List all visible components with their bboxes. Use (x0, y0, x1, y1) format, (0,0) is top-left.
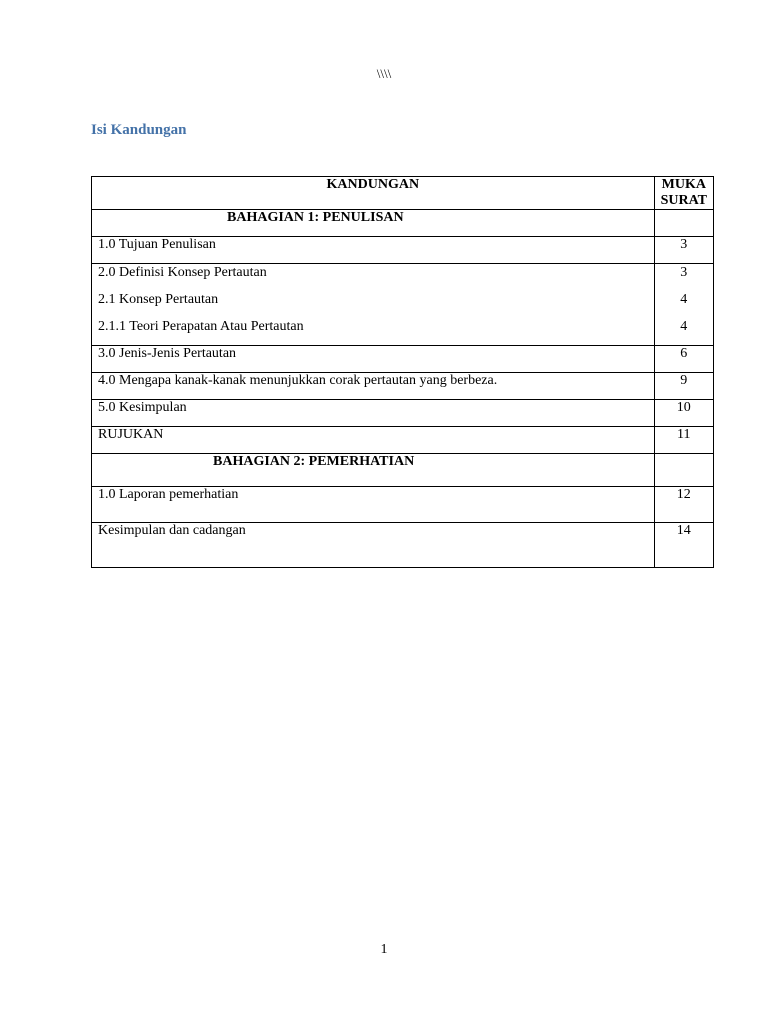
toc-table (91, 176, 714, 568)
toc-row (92, 346, 714, 373)
toc-page: 10 (654, 400, 713, 427)
toc-row (92, 523, 714, 568)
toc-page: 14 (654, 523, 713, 568)
toc-page: 3 (654, 237, 713, 264)
column-header-page: MUKA SURAT (654, 177, 713, 210)
toc-page: 11 (654, 427, 713, 454)
toc-entry: 2.1.1 Teori Perapatan Atau Pertautan (98, 319, 304, 334)
toc-row (92, 237, 714, 264)
toc-row (92, 264, 714, 346)
section-heading-row (92, 210, 714, 237)
toc-entry: 2.0 Definisi Konsep Pertautan (98, 265, 267, 280)
toc-entry: 5.0 Kesimpulan (92, 400, 655, 427)
section-heading: BAHAGIAN 2: PEMERHATIAN (92, 454, 655, 487)
toc-entry: 4.0 Mengapa kanak-kanak menunjukkan corak pertautan yang berbeza. (92, 373, 655, 400)
toc-entry: RUJUKAN (92, 427, 655, 454)
section-heading: BAHAGIAN 1: PENULISAN (92, 210, 655, 237)
toc-entry-group (92, 264, 655, 346)
toc-entry: 1.0 Tujuan Penulisan (92, 237, 655, 264)
toc-row (92, 373, 714, 400)
header-mark: \\\\ (376, 66, 392, 81)
page-number: 1 (380, 942, 388, 957)
toc-page: 6 (654, 346, 713, 373)
toc-header-row (92, 177, 714, 210)
toc-title: Isi Kandungan (91, 122, 187, 138)
section-page (654, 210, 713, 237)
section-page (654, 454, 713, 487)
toc-row (92, 427, 714, 454)
toc-row (92, 400, 714, 427)
toc-page: 9 (654, 373, 713, 400)
toc-page-group (654, 264, 713, 346)
toc-page: 4 (680, 319, 688, 334)
toc-page: 12 (654, 487, 713, 523)
toc-page: 4 (680, 292, 688, 307)
toc-entry: 1.0 Laporan pemerhatian (92, 487, 655, 523)
section-heading-row (92, 454, 714, 487)
toc-page: 3 (680, 265, 688, 280)
toc-entry: 3.0 Jenis-Jenis Pertautan (92, 346, 655, 373)
toc-row (92, 487, 714, 523)
toc-entry: 2.1 Konsep Pertautan (98, 292, 219, 307)
toc-entry: Kesimpulan dan cadangan (92, 523, 655, 568)
column-header-contents: KANDUNGAN (92, 177, 655, 210)
